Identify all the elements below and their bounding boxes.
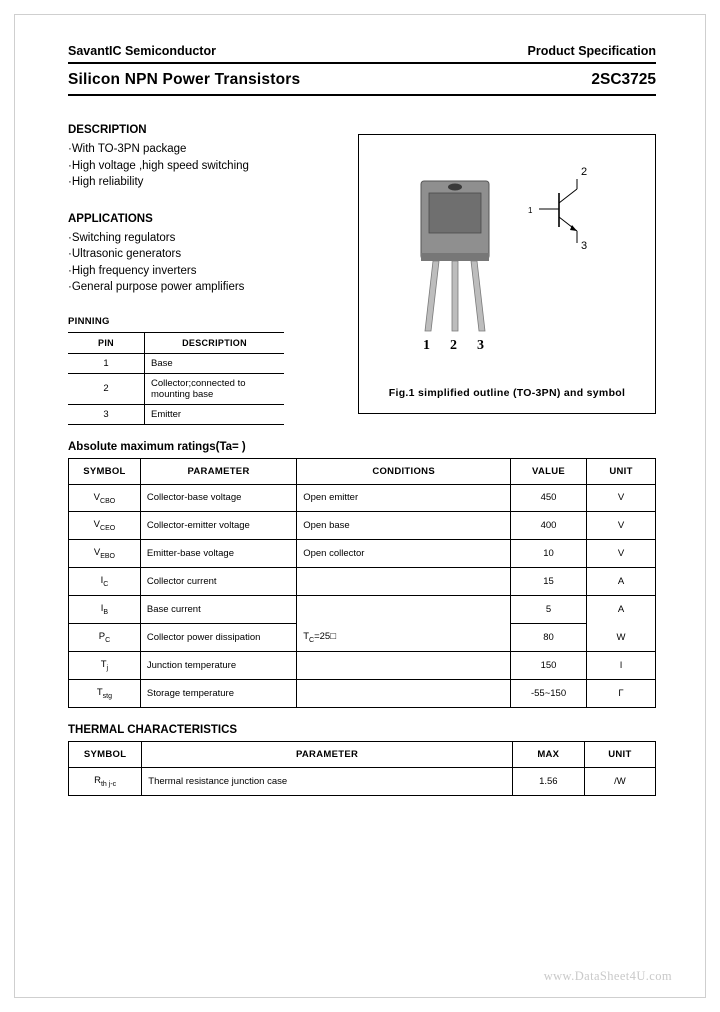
row-symbol [69,651,141,679]
applications-item: ·Ultrasonic generators [68,248,182,260]
row-conditions [297,568,511,596]
left-column [68,96,354,425]
part-number: 2SC3725 [591,71,656,88]
description-item: ·High voltage ,high speed switching [68,159,249,172]
symbol-sub: B [103,608,109,616]
col-symbol: SYMBOL [69,741,142,767]
col-conditions: CONDITIONS [297,458,511,484]
pinning-table [68,332,284,425]
page-content [68,44,656,796]
row-conditions [297,596,511,624]
package-outline-drawing [359,135,655,395]
pinning-col-description: DESCRIPTION [145,332,285,353]
row-value: 80 [511,623,587,651]
row-max: 1.56 [512,767,584,795]
svg-text:2: 2 [450,338,457,353]
cond-prefix: T [303,630,310,642]
table-header-row [68,332,284,353]
col-parameter: PARAMETER [140,458,296,484]
symbol-sub: j [106,664,109,672]
svg-text:1: 1 [423,338,430,353]
table-row [69,540,656,568]
row-value: 400 [511,512,587,540]
pin-number: 3 [68,404,145,424]
row-symbol [69,596,141,624]
symbol-main: T [96,686,103,698]
row-unit: A [587,568,656,596]
pin-number: 2 [68,373,145,404]
row-value: 15 [511,568,587,596]
table-row [69,596,656,624]
row-conditions [297,679,511,707]
symbol-main: P [98,630,106,642]
right-column [358,96,656,414]
row-conditions [297,623,511,651]
applications-item: ·High frequency inverters [68,264,197,277]
row-parameter: Collector current [140,568,296,596]
col-symbol: SYMBOL [69,458,141,484]
company-name: SavantIC Semiconductor [68,44,216,58]
pin-description: Emitter [151,408,182,420]
row-symbol [69,512,141,540]
svg-text:3: 3 [581,240,588,252]
col-max: MAX [512,741,584,767]
applications-heading: APPLICATIONS [68,212,153,225]
row-unit: Γ [587,679,656,707]
symbol-sub: CBO [100,497,116,505]
absolute-maximum-table [68,458,656,708]
table-row [69,623,656,651]
row-conditions: Open collector [297,540,511,568]
row-parameter: Collector-emitter voltage [140,512,296,540]
symbol-sub: stg [102,692,112,700]
row-parameter: Emitter-base voltage [140,540,296,568]
document-header [68,44,656,62]
symbol-main: I [100,575,104,587]
row-conditions [297,651,511,679]
symbol-sub: C [105,636,111,644]
pin-description: Collector;connected to mounting base [145,373,285,404]
description-item: ·With TO-3PN package [68,143,187,155]
row-parameter: Junction temperature [140,651,296,679]
row-parameter: Collector power dissipation [140,623,296,651]
col-parameter: PARAMETER [142,741,513,767]
symbol-main: T [100,658,107,670]
pinning-heading: PINNING [68,315,110,327]
description-heading: DESCRIPTION [68,124,147,136]
table-row [68,404,284,424]
row-unit: A [587,596,656,624]
row-symbol [69,568,141,596]
row-symbol [69,767,142,795]
symbol-main: V [93,547,101,559]
description-item: ·High reliability [68,176,144,188]
svg-text:2: 2 [581,166,588,178]
row-value: 10 [511,540,587,568]
row-conditions: Open emitter [297,484,511,512]
svg-text:3: 3 [477,338,484,353]
cond-suffix: =25□ [314,630,336,642]
thermal-heading: THERMAL CHARACTERISTICS [68,723,238,736]
symbol-main: I [100,603,104,615]
package-figure [358,134,656,414]
row-symbol [69,540,141,568]
upper-section [68,96,656,425]
table-row [69,568,656,596]
table-row [68,353,284,373]
table-row [69,679,656,707]
symbol-sub: C [103,581,109,589]
watermark: www.DataSheet4U.com [543,969,672,983]
table-header-row [69,458,656,484]
title-row [68,64,656,94]
row-symbol [69,484,141,512]
table-row [69,651,656,679]
table-header-row [69,741,656,767]
row-parameter: Storage temperature [140,679,296,707]
table-row [68,373,284,404]
row-unit: V [587,540,656,568]
applications-item: ·General purpose power amplifiers [68,281,245,293]
table-row [69,767,656,795]
row-unit: l [587,651,656,679]
col-value: VALUE [511,458,587,484]
symbol-main: V [93,491,101,503]
table-row [69,512,656,540]
symbol-sub: CEO [100,525,116,533]
figure-caption: Fig.1 simplified outline (TO-3PN) and symbol [388,387,626,399]
pin-description: Base [145,353,285,373]
symbol-sub: EBO [100,553,115,561]
row-unit: V [587,484,656,512]
row-parameter: Thermal resistance junction case [142,767,513,795]
svg-text:1: 1 [528,206,533,215]
symbol-sub: th j-c [100,780,117,788]
thermal-table [68,741,656,796]
applications-item: ·Switching regulators [68,231,176,244]
row-value: 150 [511,651,587,679]
absolute-maximum-heading: Absolute maximum ratings(Ta= ) [68,440,246,453]
table-row [69,484,656,512]
row-conditions: Open base [297,512,511,540]
row-unit: V [587,512,656,540]
row-parameter: Collector-base voltage [140,484,296,512]
row-parameter: Base current [140,596,296,624]
symbol-main: R [94,774,101,786]
document-type: Product Specification [527,44,656,58]
col-unit: UNIT [587,458,656,484]
pinning-col-pin: PIN [68,332,145,353]
row-value: 5 [511,596,587,624]
row-value: -55~150 [511,679,587,707]
row-value: 450 [511,484,587,512]
page-title: Silicon NPN Power Transistors [68,71,301,88]
symbol-main: V [93,519,101,531]
row-symbol [69,679,141,707]
row-symbol [69,623,141,651]
cond-sub: C [309,636,315,644]
col-unit: UNIT [584,741,655,767]
pin-number: 1 [68,353,145,373]
row-unit: W [587,623,656,651]
row-unit: /W [584,767,655,795]
